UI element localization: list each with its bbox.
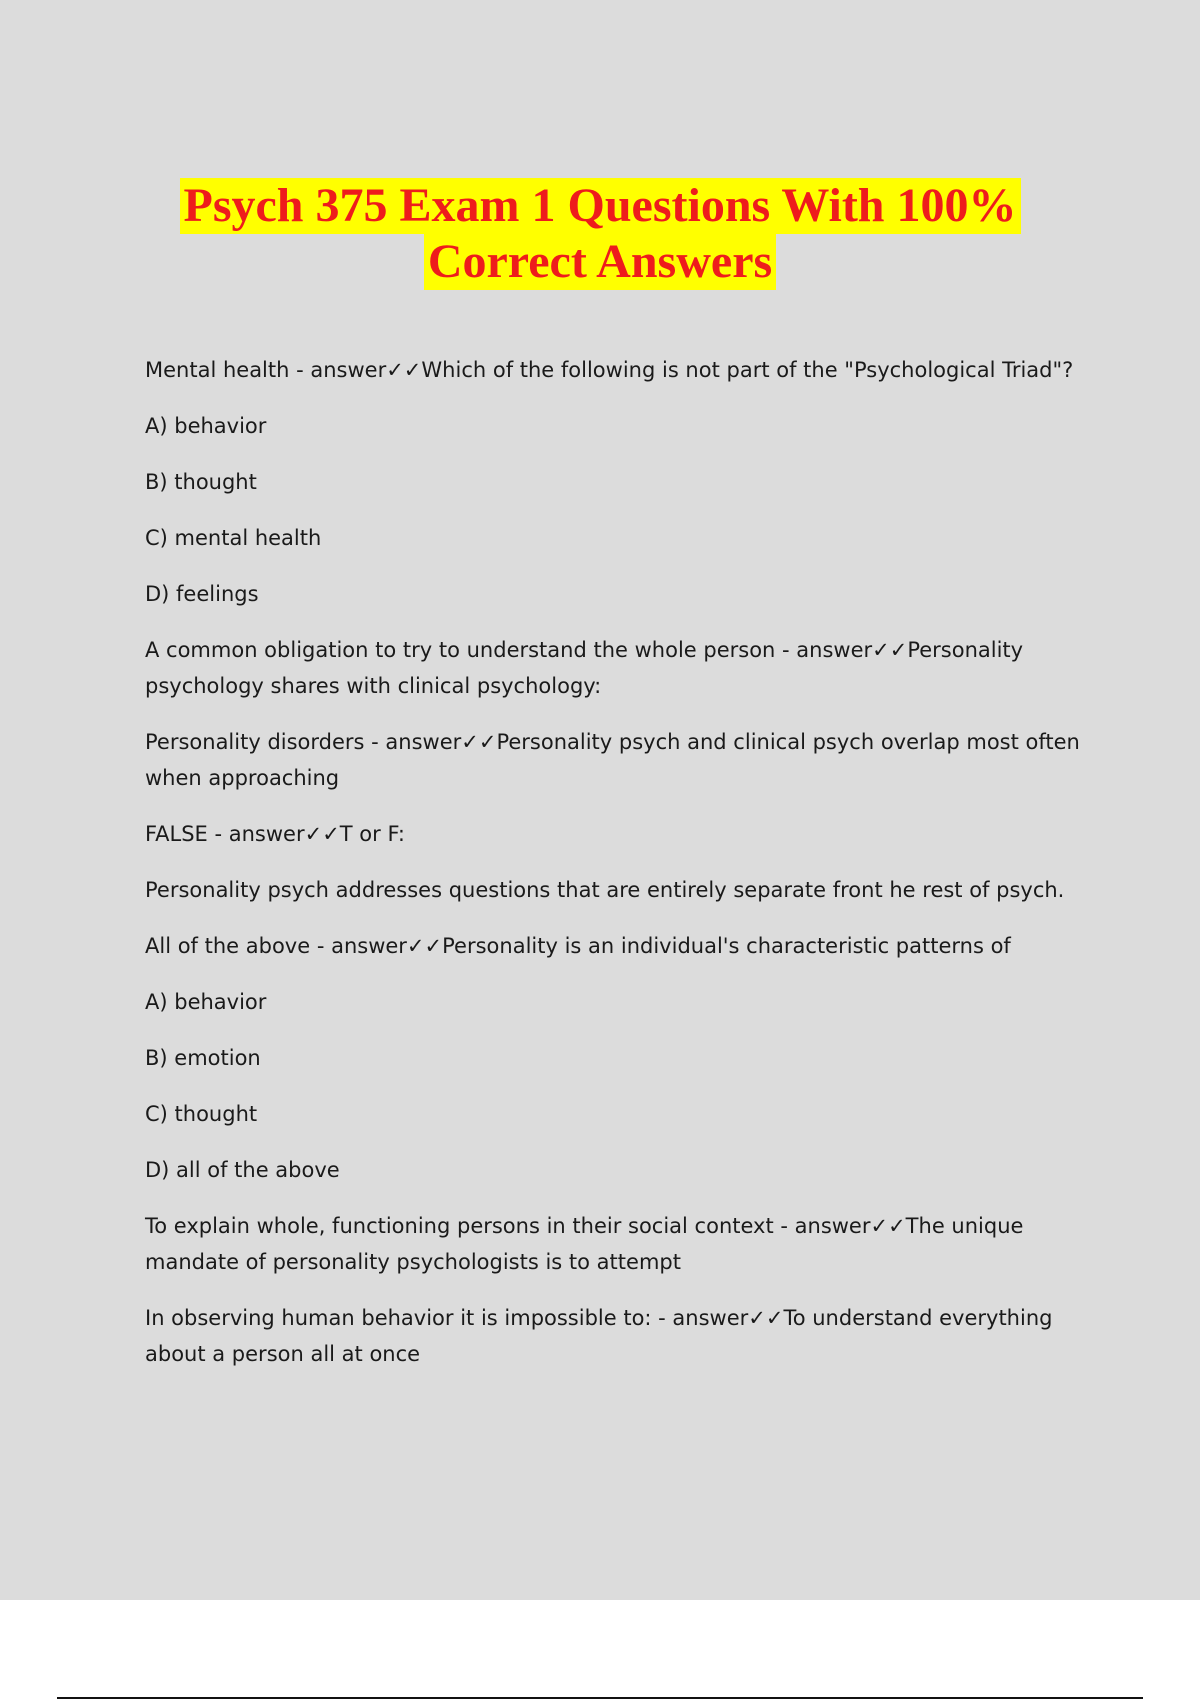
answer-option: B) emotion	[145, 1046, 261, 1070]
paragraph: Mental health - answer✓✓Which of the following is not part of the "Psychological Triad"?	[145, 358, 1074, 382]
answer-option: A) behavior	[145, 414, 267, 438]
title-line-1: Psych 375 Exam 1 Questions With 100%	[180, 178, 1021, 234]
paragraph: All of the above - answer✓✓Personality is an individual's characteristic patterns of	[145, 934, 1011, 958]
document-title	[0, 178, 1200, 290]
answer-option: D) feelings	[145, 582, 259, 606]
paragraph: A common obligation to try to understand the whole person - answer✓✓Personality psychology shares with clinical psychology:	[145, 638, 1024, 698]
document-body	[145, 352, 1085, 1392]
answer-option: D) all of the above	[145, 1158, 340, 1182]
answer-option: C) thought	[145, 1102, 258, 1126]
paragraph: In observing human behavior it is impossible to: - answer✓✓To understand everything about a person all at once	[145, 1306, 1053, 1366]
title-line-2: Correct Answers	[424, 234, 776, 290]
paragraph: Personality psych addresses questions that are entirely separate front he rest of psych.	[145, 878, 1065, 902]
footer-divider	[57, 1697, 1143, 1699]
paragraph: FALSE - answer✓✓T or F:	[145, 822, 405, 846]
paragraph: Personality disorders - answer✓✓Personality psych and clinical psych overlap most often when approaching	[145, 730, 1080, 790]
answer-option: B) thought	[145, 470, 257, 494]
answer-option: A) behavior	[145, 990, 267, 1014]
paragraph: To explain whole, functioning persons in their social context - answer✓✓The unique mandate of personality psychologists is to attempt	[145, 1214, 1024, 1274]
answer-option: C) mental health	[145, 526, 322, 550]
